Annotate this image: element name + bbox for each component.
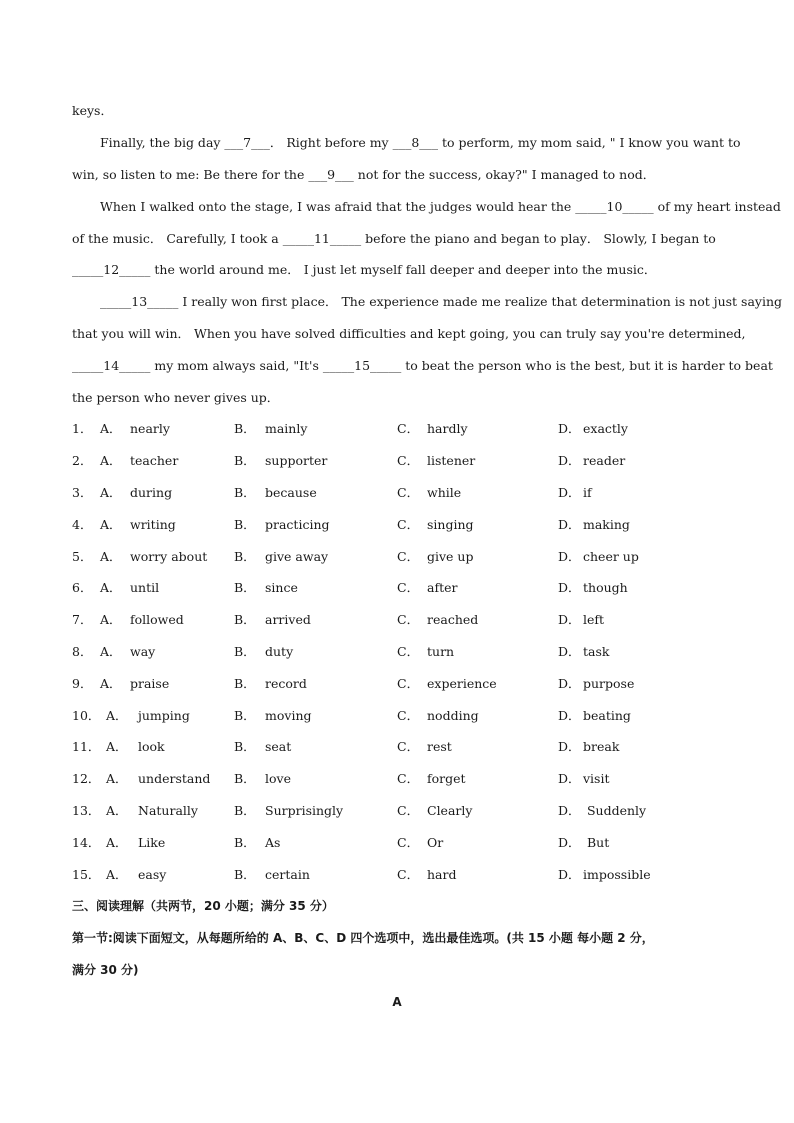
option-a-text: nearly bbox=[130, 421, 170, 436]
option-a-text: until bbox=[130, 580, 160, 595]
option-a-label: A． bbox=[100, 453, 122, 468]
option-c-label: C． bbox=[397, 644, 420, 659]
section-instruction: 满分 30 分) bbox=[72, 963, 139, 977]
option-d-label: D． bbox=[558, 835, 581, 850]
option-d-text: Suddenly bbox=[583, 803, 647, 818]
option-c-text: reached bbox=[427, 612, 479, 627]
option-b-label: B． bbox=[234, 421, 256, 436]
passage-line: Finally, the big day ___7___． Right before my ___8___ to perform, my mom said, " I know you want to bbox=[100, 135, 741, 150]
option-b-text: arrived bbox=[265, 612, 311, 627]
passage-line: of the music． Carefully, I took a _____11_____ before the piano and began to play． Slowly, I began to bbox=[72, 231, 716, 246]
option-b-text: moving bbox=[265, 708, 312, 723]
option-a-label: A． bbox=[106, 835, 128, 850]
option-c-label: C． bbox=[397, 453, 420, 468]
question-row bbox=[72, 483, 724, 503]
option-c-text: listener bbox=[427, 453, 476, 468]
option-d-text: if bbox=[583, 485, 592, 500]
option-c-text: give up bbox=[427, 549, 474, 564]
option-d-text: visit bbox=[583, 771, 610, 786]
option-c-text: Or bbox=[427, 835, 444, 850]
option-b-text: love bbox=[265, 771, 291, 786]
passage-letter: A bbox=[392, 995, 402, 1009]
option-a-text: worry about bbox=[130, 549, 208, 564]
option-b-label: B． bbox=[234, 708, 256, 723]
option-a-label: A． bbox=[100, 549, 122, 564]
option-d-text: reader bbox=[583, 453, 626, 468]
option-c-label: C． bbox=[397, 421, 420, 436]
option-a-label: A． bbox=[100, 517, 122, 532]
option-c-label: C． bbox=[397, 612, 420, 627]
option-d-label: D． bbox=[558, 517, 581, 532]
option-a-text: Like bbox=[138, 835, 166, 850]
question-number: 3． bbox=[72, 485, 93, 500]
option-d-text: exactly bbox=[583, 421, 628, 436]
option-a-text: Naturally bbox=[138, 803, 198, 818]
question-number: 2． bbox=[72, 453, 93, 468]
option-c-text: hard bbox=[427, 867, 457, 882]
option-d-label: D． bbox=[558, 771, 581, 786]
passage-line: _____14_____ my mom always said, "It's _____15_____ to beat the person who is the best, but it is harder to beat bbox=[72, 358, 773, 373]
option-b-label: B． bbox=[234, 453, 256, 468]
option-c-text: experience bbox=[427, 676, 497, 691]
option-b-label: B． bbox=[234, 867, 256, 882]
option-a-label: A． bbox=[100, 421, 122, 436]
option-c-text: hardly bbox=[427, 421, 468, 436]
passage-line: _____12_____ the world around me． I just let myself fall deeper and deeper into the music． bbox=[72, 262, 657, 277]
option-a-text: praise bbox=[130, 676, 170, 691]
option-a-label: A． bbox=[100, 676, 122, 691]
option-c-label: C． bbox=[397, 771, 420, 786]
question-number: 12． bbox=[72, 771, 101, 786]
option-d-text: impossible bbox=[583, 867, 651, 882]
option-a-label: A． bbox=[106, 739, 128, 754]
question-row bbox=[72, 419, 724, 439]
option-d-text: task bbox=[583, 644, 610, 659]
option-a-label: A． bbox=[100, 612, 122, 627]
option-a-label: A． bbox=[106, 771, 128, 786]
question-number: 10． bbox=[72, 708, 101, 723]
option-d-label: D． bbox=[558, 803, 581, 818]
option-a-label: A． bbox=[106, 708, 128, 723]
option-b-text: supporter bbox=[265, 453, 328, 468]
option-b-label: B． bbox=[234, 612, 256, 627]
option-c-label: C． bbox=[397, 580, 420, 595]
question-row bbox=[72, 610, 724, 630]
option-c-label: C． bbox=[397, 676, 420, 691]
option-d-label: D． bbox=[558, 676, 581, 691]
option-d-label: D． bbox=[558, 421, 581, 436]
option-b-label: B． bbox=[234, 485, 256, 500]
option-d-text: purpose bbox=[583, 676, 635, 691]
option-c-text: nodding bbox=[427, 708, 479, 723]
option-c-label: C． bbox=[397, 708, 420, 723]
option-b-text: duty bbox=[265, 644, 294, 659]
option-a-text: during bbox=[130, 485, 173, 500]
option-c-text: while bbox=[427, 485, 462, 500]
option-a-label: A． bbox=[100, 644, 122, 659]
question-row bbox=[72, 451, 724, 471]
question-row bbox=[72, 706, 724, 726]
option-d-label: D． bbox=[558, 612, 581, 627]
option-a-label: A． bbox=[100, 485, 122, 500]
option-b-label: B． bbox=[234, 771, 256, 786]
question-number: 13． bbox=[72, 803, 101, 818]
question-row bbox=[72, 515, 724, 535]
option-b-text: because bbox=[265, 485, 317, 500]
option-d-label: D． bbox=[558, 644, 581, 659]
question-number: 9． bbox=[72, 676, 93, 691]
question-number: 1． bbox=[72, 421, 93, 436]
question-number: 6． bbox=[72, 580, 93, 595]
option-c-label: C． bbox=[397, 549, 420, 564]
question-number: 8． bbox=[72, 644, 93, 659]
option-a-text: jumping bbox=[138, 708, 190, 723]
question-row bbox=[72, 578, 724, 598]
passage-line: the person who never gives up． bbox=[72, 390, 280, 405]
passage-line: keys． bbox=[72, 103, 113, 118]
option-b-label: B． bbox=[234, 580, 256, 595]
option-c-text: Clearly bbox=[427, 803, 473, 818]
question-row bbox=[72, 547, 724, 567]
option-b-text: mainly bbox=[265, 421, 308, 436]
option-d-text: left bbox=[583, 612, 605, 627]
option-a-text: teacher bbox=[130, 453, 179, 468]
passage-line: _____13_____ I really won first place． The experience made me realize that determination is not just saying bbox=[100, 294, 783, 309]
option-c-label: C． bbox=[397, 517, 420, 532]
option-b-label: B． bbox=[234, 549, 256, 564]
question-row bbox=[72, 865, 724, 885]
option-d-text: break bbox=[583, 739, 620, 754]
option-c-text: singing bbox=[427, 517, 474, 532]
option-c-label: C． bbox=[397, 835, 420, 850]
question-number: 4． bbox=[72, 517, 93, 532]
option-d-text: cheer up bbox=[583, 549, 639, 564]
question-row bbox=[72, 674, 724, 694]
option-a-text: way bbox=[130, 644, 156, 659]
option-b-text: give away bbox=[265, 549, 329, 564]
passage-line: When I walked onto the stage, I was afraid that the judges would hear the _____10_____ of my heart instead bbox=[100, 199, 781, 214]
passage-line: that you will win． When you have solved difficulties and kept going, you can truly say you're determined, bbox=[72, 326, 746, 341]
option-a-text: followed bbox=[130, 612, 184, 627]
question-number: 14． bbox=[72, 835, 101, 850]
option-c-label: C． bbox=[397, 867, 420, 882]
option-b-label: B． bbox=[234, 676, 256, 691]
option-b-text: Surprisingly bbox=[265, 803, 344, 818]
section-heading: 三、阅读理解（共两节，20 小题；满分 35 分） bbox=[72, 899, 334, 913]
option-b-label: B． bbox=[234, 517, 256, 532]
option-c-text: forget bbox=[427, 771, 466, 786]
option-b-label: B． bbox=[234, 644, 256, 659]
question-number: 5． bbox=[72, 549, 93, 564]
option-b-text: As bbox=[265, 835, 281, 850]
question-number: 15． bbox=[72, 867, 101, 882]
option-a-text: understand bbox=[138, 771, 211, 786]
option-b-text: practicing bbox=[265, 517, 330, 532]
option-d-label: D． bbox=[558, 867, 581, 882]
option-b-label: B． bbox=[234, 739, 256, 754]
option-c-label: C． bbox=[397, 739, 420, 754]
question-row bbox=[72, 833, 724, 853]
question-row bbox=[72, 801, 724, 821]
option-b-text: record bbox=[265, 676, 307, 691]
option-c-text: rest bbox=[427, 739, 452, 754]
option-b-label: B． bbox=[234, 835, 256, 850]
passage-line: win, so listen to me: Be there for the ___9___ not for the success, okay?" I managed to nod． bbox=[72, 167, 656, 182]
option-c-label: C． bbox=[397, 803, 420, 818]
option-d-text: But bbox=[583, 835, 610, 850]
option-d-label: D． bbox=[558, 453, 581, 468]
option-a-text: writing bbox=[130, 517, 176, 532]
option-d-label: D． bbox=[558, 739, 581, 754]
option-d-label: D． bbox=[558, 708, 581, 723]
question-number: 11． bbox=[72, 739, 101, 754]
option-a-text: easy bbox=[138, 867, 167, 882]
section-instruction: 第一节:阅读下面短文，从每题所给的 A、B、C、D 四个选项中，选出最佳选项。(共 15 小题 每小题 2 分， bbox=[72, 931, 654, 945]
option-d-text: beating bbox=[583, 708, 631, 723]
question-row bbox=[72, 737, 724, 757]
option-d-text: though bbox=[583, 580, 628, 595]
option-b-text: since bbox=[265, 580, 298, 595]
option-b-label: B． bbox=[234, 803, 256, 818]
option-a-label: A． bbox=[106, 867, 128, 882]
option-c-text: after bbox=[427, 580, 458, 595]
question-number: 7． bbox=[72, 612, 93, 627]
option-b-text: seat bbox=[265, 739, 292, 754]
option-a-text: look bbox=[138, 739, 165, 754]
question-row bbox=[72, 769, 724, 789]
question-row bbox=[72, 642, 724, 662]
option-d-label: D． bbox=[558, 485, 581, 500]
option-c-text: turn bbox=[427, 644, 455, 659]
option-a-label: A． bbox=[106, 803, 128, 818]
option-d-label: D． bbox=[558, 549, 581, 564]
option-d-text: making bbox=[583, 517, 630, 532]
option-d-label: D． bbox=[558, 580, 581, 595]
option-b-text: certain bbox=[265, 867, 310, 882]
option-c-label: C． bbox=[397, 485, 420, 500]
option-a-label: A． bbox=[100, 580, 122, 595]
